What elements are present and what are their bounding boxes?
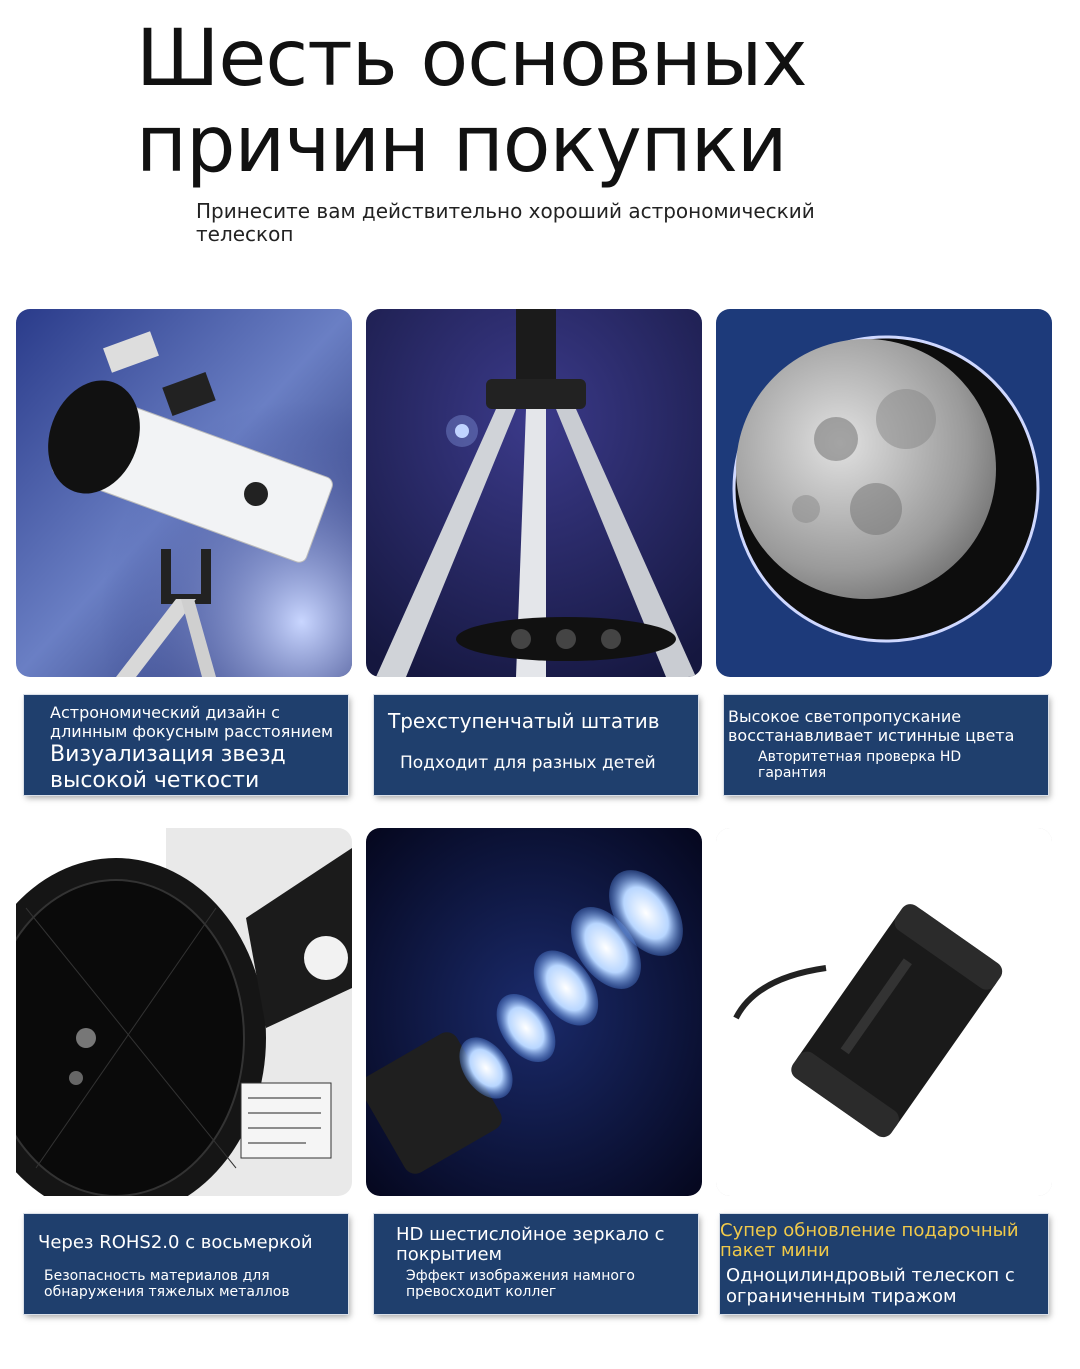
lens-layers-image [366, 828, 702, 1196]
feature-3-line-4: гарантия [758, 765, 827, 781]
feature-5-line-2: покрытием [396, 1244, 503, 1265]
feature-5-line-3: Эффект изображения намного [406, 1268, 635, 1284]
feature-panel-rohs [24, 1214, 348, 1314]
feature-2-line-2: Подходит для разных детей [400, 753, 656, 773]
feature-panel-gift [720, 1214, 1048, 1314]
moon-image [716, 309, 1052, 677]
page-title [136, 16, 807, 188]
feature-2-line-1: Трехступенчатый штатив [388, 709, 660, 733]
feature-6-line-3: Одноцилиндровый телескоп с [726, 1265, 1015, 1286]
page-subtitle [196, 200, 876, 246]
title-line-2: причин покупки [136, 100, 787, 190]
feature-3-line-3: Авторитетная проверка HD [758, 749, 962, 765]
monocular-image [716, 828, 1052, 1196]
feature-1-line-1: Астрономический дизайн с [50, 703, 280, 722]
feature-panel-tripod [374, 695, 698, 795]
feature-6-line-2: пакет мини [720, 1240, 830, 1261]
feature-panel-transmission [724, 695, 1048, 795]
title-line-1: Шесть основных [136, 14, 807, 104]
feature-1-line-2: длинным фокусным расстоянием [50, 722, 334, 741]
telescope-tube-image [16, 828, 352, 1196]
feature-panel-mirror [374, 1214, 698, 1314]
feature-1-line-4: высокой четкости [50, 768, 260, 793]
feature-5-line-1: HD шестислойное зеркало с [396, 1224, 665, 1245]
tripod-image [366, 309, 702, 677]
telescope-space-image [16, 309, 352, 677]
feature-6-line-4: ограниченным тиражом [726, 1286, 957, 1307]
feature-6-line-1: Супер обновление подарочный [720, 1220, 1019, 1241]
feature-3-line-2: восстанавливает истинные цвета [728, 726, 1015, 745]
feature-5-line-4: превосходит коллег [406, 1284, 557, 1300]
subtitle-line-2: телескоп [196, 222, 294, 246]
feature-4-line-2: Безопасность материалов для [44, 1268, 270, 1284]
feature-panel-design [24, 695, 348, 795]
feature-4-line-3: обнаружения тяжелых металлов [44, 1284, 290, 1300]
feature-4-line-1: Через ROHS2.0 с восьмеркой [38, 1232, 313, 1253]
subtitle-line-1: Принесите вам действительно хороший астрономический [196, 199, 815, 223]
feature-1-line-3: Визуализация звезд [50, 742, 286, 767]
feature-3-line-1: Высокое светопропускание [728, 707, 962, 726]
